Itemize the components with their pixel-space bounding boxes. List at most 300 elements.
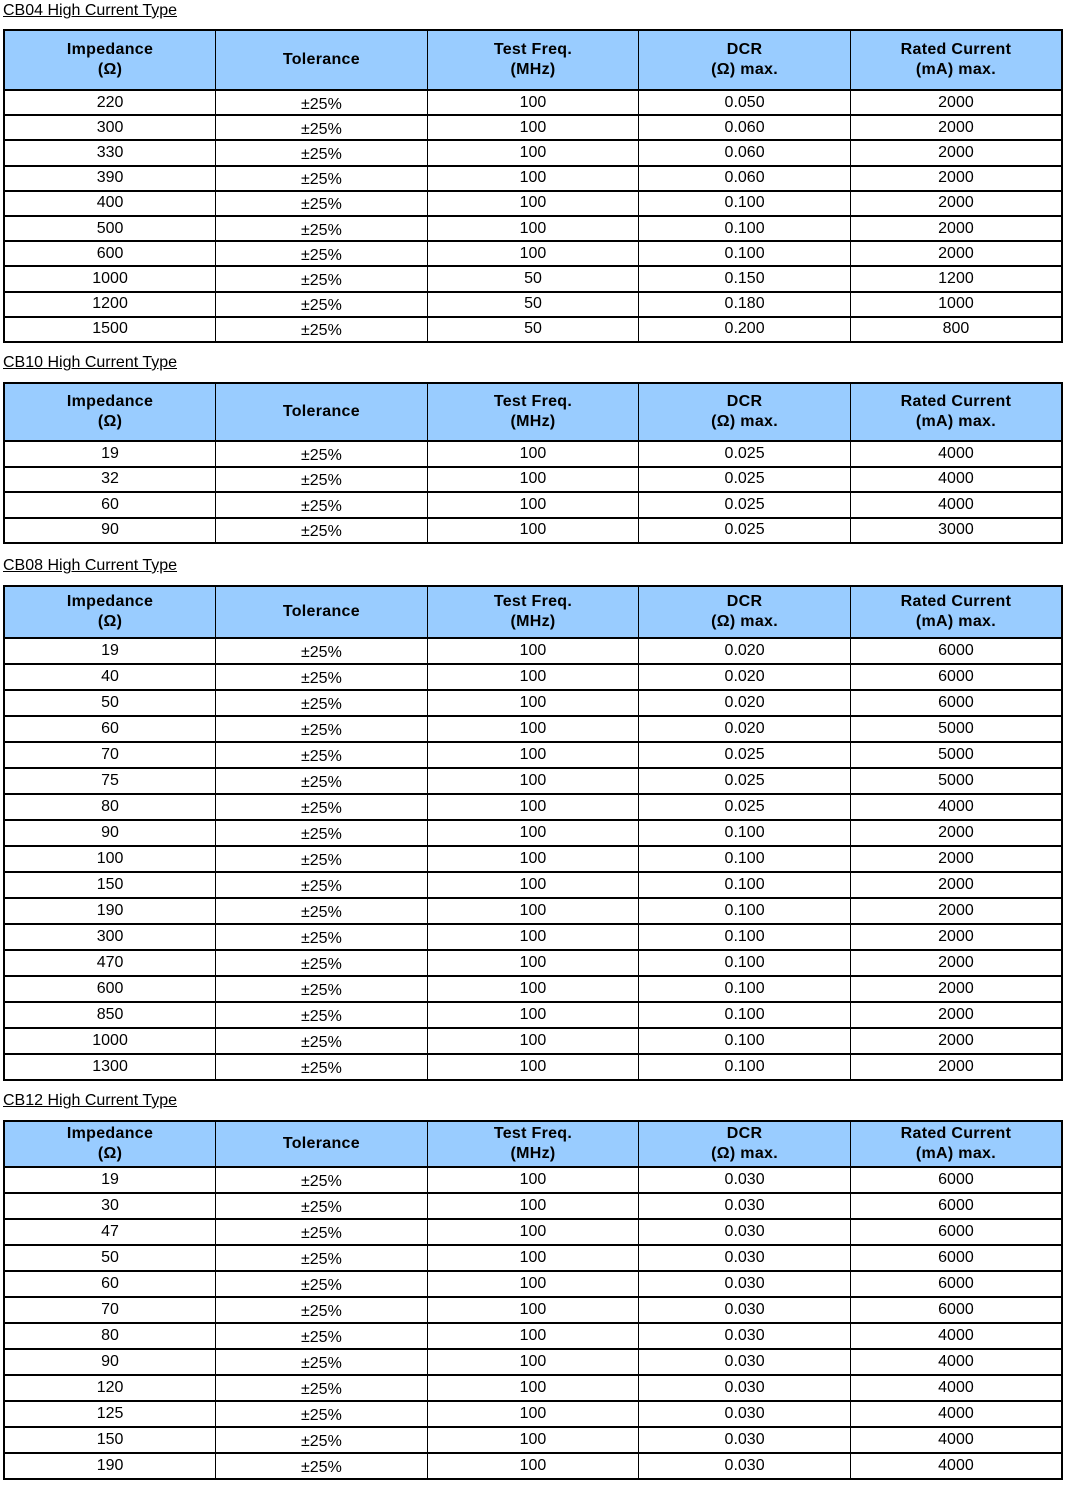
cell-test-freq: 100 xyxy=(427,1002,639,1028)
header-line: Impedance xyxy=(66,41,154,58)
header-rated-current xyxy=(850,586,1062,638)
table-row xyxy=(4,742,1062,768)
table-row xyxy=(4,768,1062,794)
cell-test-freq: 100 xyxy=(427,898,639,924)
header-unit: (MHz) xyxy=(510,413,556,430)
cell-test-freq: 100 xyxy=(427,1054,639,1080)
cell-rated-current: 2000 xyxy=(850,872,1062,898)
cell-test-freq: 100 xyxy=(427,1167,639,1193)
cell-rated-current: 6000 xyxy=(850,664,1062,690)
cell-dcr: 0.200 xyxy=(639,317,851,342)
cell-dcr: 0.180 xyxy=(639,292,851,317)
cell-test-freq: 100 xyxy=(427,1453,639,1479)
cell-rated-current: 5000 xyxy=(850,716,1062,742)
cell-dcr: 0.100 xyxy=(639,241,851,266)
cell-rated-current: 2000 xyxy=(850,140,1062,165)
table-row xyxy=(4,292,1062,317)
cell-tolerance: ±25% xyxy=(216,492,428,518)
cell-tolerance: ±25% xyxy=(216,1349,428,1375)
cell-tolerance: ±25% xyxy=(216,441,428,467)
cell-dcr: 0.025 xyxy=(639,492,851,518)
header-line: Tolerance xyxy=(282,1135,360,1152)
cell-dcr: 0.100 xyxy=(639,846,851,872)
header-line: DCR xyxy=(726,41,763,58)
header-dcr xyxy=(639,1121,851,1167)
table-row xyxy=(4,467,1062,493)
header-test-freq xyxy=(427,383,639,441)
header-test-freq xyxy=(427,586,639,638)
cell-tolerance: ±25% xyxy=(216,950,428,976)
cell-rated-current: 2000 xyxy=(850,191,1062,216)
cell-dcr: 0.100 xyxy=(639,924,851,950)
table-row xyxy=(4,492,1062,518)
cell-tolerance: ±25% xyxy=(216,638,428,664)
cell-impedance: 19 xyxy=(4,638,216,664)
cell-tolerance: ±25% xyxy=(216,690,428,716)
cell-tolerance: ±25% xyxy=(216,292,428,317)
cell-rated-current: 4000 xyxy=(850,1349,1062,1375)
table-row xyxy=(4,924,1062,950)
table-row xyxy=(4,690,1062,716)
cell-test-freq: 100 xyxy=(427,140,639,165)
cell-tolerance: ±25% xyxy=(216,794,428,820)
cell-tolerance: ±25% xyxy=(216,140,428,165)
cell-impedance: 75 xyxy=(4,768,216,794)
cell-test-freq: 100 xyxy=(427,1245,639,1271)
cell-test-freq: 100 xyxy=(427,820,639,846)
cell-tolerance: ±25% xyxy=(216,664,428,690)
header-impedance xyxy=(4,586,216,638)
table-row xyxy=(4,638,1062,664)
header-unit: (mA) max. xyxy=(915,1145,996,1162)
cell-dcr: 0.030 xyxy=(639,1271,851,1297)
header-unit: (Ω) max. xyxy=(711,61,778,78)
cell-test-freq: 100 xyxy=(427,872,639,898)
cell-rated-current: 4000 xyxy=(850,441,1062,467)
cell-impedance: 470 xyxy=(4,950,216,976)
cell-impedance: 100 xyxy=(4,846,216,872)
cell-test-freq: 100 xyxy=(427,846,639,872)
header-line: Impedance xyxy=(66,1125,154,1142)
cell-impedance: 1500 xyxy=(4,317,216,342)
cell-impedance: 70 xyxy=(4,742,216,768)
cell-dcr: 0.100 xyxy=(639,1028,851,1054)
cell-impedance: 40 xyxy=(4,664,216,690)
cell-test-freq: 100 xyxy=(427,492,639,518)
cell-test-freq: 50 xyxy=(427,266,639,291)
cell-impedance: 300 xyxy=(4,115,216,140)
cell-dcr: 0.030 xyxy=(639,1323,851,1349)
cell-test-freq: 100 xyxy=(427,191,639,216)
table-row xyxy=(4,1375,1062,1401)
header-row xyxy=(4,1121,1062,1167)
cell-rated-current: 4000 xyxy=(850,1427,1062,1453)
cell-tolerance: ±25% xyxy=(216,1054,428,1080)
cell-impedance: 1300 xyxy=(4,1054,216,1080)
cell-dcr: 0.100 xyxy=(639,976,851,1002)
table-row xyxy=(4,1323,1062,1349)
cell-impedance: 90 xyxy=(4,518,216,544)
header-line: Rated Current xyxy=(900,593,1012,610)
header-unit: (mA) max. xyxy=(915,413,996,430)
cell-rated-current: 2000 xyxy=(850,976,1062,1002)
header-rated-current xyxy=(850,1121,1062,1167)
header-rated-current xyxy=(850,30,1062,90)
cell-test-freq: 100 xyxy=(427,1219,639,1245)
cell-impedance: 50 xyxy=(4,690,216,716)
cell-rated-current: 4000 xyxy=(850,492,1062,518)
cell-dcr: 0.100 xyxy=(639,191,851,216)
header-unit: (Ω) xyxy=(97,613,123,630)
cell-dcr: 0.060 xyxy=(639,166,851,191)
cell-impedance: 60 xyxy=(4,716,216,742)
cell-dcr: 0.030 xyxy=(639,1401,851,1427)
cell-dcr: 0.020 xyxy=(639,716,851,742)
header-impedance xyxy=(4,30,216,90)
header-unit: (Ω) xyxy=(97,61,123,78)
header-row xyxy=(4,383,1062,441)
cell-impedance: 330 xyxy=(4,140,216,165)
table-row xyxy=(4,1219,1062,1245)
cell-test-freq: 100 xyxy=(427,794,639,820)
cell-rated-current: 4000 xyxy=(850,1453,1062,1479)
cell-impedance: 190 xyxy=(4,898,216,924)
cell-dcr: 0.020 xyxy=(639,690,851,716)
cell-test-freq: 100 xyxy=(427,690,639,716)
table-row xyxy=(4,1245,1062,1271)
section-title: CB12 High Current Type xyxy=(3,1092,178,1109)
cell-test-freq: 100 xyxy=(427,216,639,241)
cell-impedance: 80 xyxy=(4,1323,216,1349)
cell-rated-current: 2000 xyxy=(850,1054,1062,1080)
cell-tolerance: ±25% xyxy=(216,216,428,241)
cell-tolerance: ±25% xyxy=(216,846,428,872)
cell-tolerance: ±25% xyxy=(216,924,428,950)
table-row xyxy=(4,820,1062,846)
cell-impedance: 125 xyxy=(4,1401,216,1427)
cell-tolerance: ±25% xyxy=(216,1297,428,1323)
cell-tolerance: ±25% xyxy=(216,1401,428,1427)
cell-impedance: 90 xyxy=(4,820,216,846)
cell-dcr: 0.025 xyxy=(639,467,851,493)
cell-rated-current: 5000 xyxy=(850,742,1062,768)
header-unit: (Ω) xyxy=(97,1145,123,1162)
cell-impedance: 600 xyxy=(4,241,216,266)
cell-tolerance: ±25% xyxy=(216,716,428,742)
spec-table xyxy=(3,29,1063,343)
cell-impedance: 1000 xyxy=(4,266,216,291)
cell-rated-current: 2000 xyxy=(850,1002,1062,1028)
cell-test-freq: 100 xyxy=(427,1349,639,1375)
table-row xyxy=(4,317,1062,342)
cell-dcr: 0.030 xyxy=(639,1167,851,1193)
cell-test-freq: 100 xyxy=(427,241,639,266)
cell-tolerance: ±25% xyxy=(216,1002,428,1028)
table-row xyxy=(4,1401,1062,1427)
cell-dcr: 0.030 xyxy=(639,1349,851,1375)
header-line: Rated Current xyxy=(900,393,1012,410)
table-row xyxy=(4,1054,1062,1080)
cell-impedance: 32 xyxy=(4,467,216,493)
cell-tolerance: ±25% xyxy=(216,1271,428,1297)
cell-test-freq: 100 xyxy=(427,441,639,467)
cell-test-freq: 100 xyxy=(427,115,639,140)
header-unit: (Ω) xyxy=(97,413,123,430)
cell-tolerance: ±25% xyxy=(216,90,428,115)
cell-test-freq: 100 xyxy=(427,1375,639,1401)
header-unit: (Ω) max. xyxy=(711,1145,778,1162)
cell-impedance: 150 xyxy=(4,872,216,898)
header-line: DCR xyxy=(726,393,763,410)
header-dcr xyxy=(639,586,851,638)
cell-rated-current: 6000 xyxy=(850,1271,1062,1297)
header-impedance xyxy=(4,383,216,441)
header-tolerance xyxy=(216,586,428,638)
cell-impedance: 1200 xyxy=(4,292,216,317)
cell-rated-current: 2000 xyxy=(850,216,1062,241)
cell-test-freq: 100 xyxy=(427,1323,639,1349)
header-line: Test Freq. xyxy=(493,1125,573,1142)
cell-impedance: 60 xyxy=(4,1271,216,1297)
cell-dcr: 0.020 xyxy=(639,638,851,664)
cell-test-freq: 100 xyxy=(427,742,639,768)
cell-rated-current: 2000 xyxy=(850,90,1062,115)
header-line: Impedance xyxy=(66,593,154,610)
cell-dcr: 0.050 xyxy=(639,90,851,115)
cell-dcr: 0.150 xyxy=(639,266,851,291)
table-row xyxy=(4,140,1062,165)
table-row xyxy=(4,846,1062,872)
table-row xyxy=(4,794,1062,820)
cell-tolerance: ±25% xyxy=(216,166,428,191)
cell-tolerance: ±25% xyxy=(216,820,428,846)
cell-test-freq: 100 xyxy=(427,924,639,950)
cell-impedance: 90 xyxy=(4,1349,216,1375)
cell-test-freq: 100 xyxy=(427,950,639,976)
table-row xyxy=(4,518,1062,544)
cell-impedance: 120 xyxy=(4,1375,216,1401)
cell-rated-current: 6000 xyxy=(850,1219,1062,1245)
cell-dcr: 0.030 xyxy=(639,1453,851,1479)
section-title: CB04 High Current Type xyxy=(3,2,178,19)
cell-test-freq: 100 xyxy=(427,664,639,690)
header-unit: (MHz) xyxy=(510,61,556,78)
cell-dcr: 0.025 xyxy=(639,518,851,544)
header-unit: (Ω) max. xyxy=(711,413,778,430)
table-row xyxy=(4,241,1062,266)
table-row xyxy=(4,1002,1062,1028)
header-test-freq xyxy=(427,30,639,90)
cell-dcr: 0.030 xyxy=(639,1245,851,1271)
header-line: Test Freq. xyxy=(493,393,573,410)
cell-test-freq: 100 xyxy=(427,1028,639,1054)
cell-dcr: 0.025 xyxy=(639,794,851,820)
cell-test-freq: 100 xyxy=(427,1427,639,1453)
table-row xyxy=(4,115,1062,140)
cell-rated-current: 2000 xyxy=(850,950,1062,976)
cell-tolerance: ±25% xyxy=(216,1323,428,1349)
cell-tolerance: ±25% xyxy=(216,742,428,768)
table-row xyxy=(4,441,1062,467)
cell-impedance: 190 xyxy=(4,1453,216,1479)
cell-impedance: 850 xyxy=(4,1002,216,1028)
table-row xyxy=(4,976,1062,1002)
cell-tolerance: ±25% xyxy=(216,1167,428,1193)
cell-impedance: 30 xyxy=(4,1193,216,1219)
table-row xyxy=(4,1167,1062,1193)
cell-dcr: 0.100 xyxy=(639,898,851,924)
cell-rated-current: 2000 xyxy=(850,846,1062,872)
cell-rated-current: 6000 xyxy=(850,1297,1062,1323)
cell-rated-current: 6000 xyxy=(850,1193,1062,1219)
cell-tolerance: ±25% xyxy=(216,1375,428,1401)
table-row xyxy=(4,950,1062,976)
cell-rated-current: 4000 xyxy=(850,467,1062,493)
header-unit: (MHz) xyxy=(510,1145,556,1162)
cell-rated-current: 2000 xyxy=(850,820,1062,846)
cell-dcr: 0.100 xyxy=(639,950,851,976)
cell-test-freq: 100 xyxy=(427,1401,639,1427)
header-line: Rated Current xyxy=(900,41,1012,58)
header-line: Impedance xyxy=(66,393,154,410)
cell-dcr: 0.025 xyxy=(639,742,851,768)
table-row xyxy=(4,266,1062,291)
cell-test-freq: 100 xyxy=(427,1271,639,1297)
cell-impedance: 70 xyxy=(4,1297,216,1323)
table-row xyxy=(4,898,1062,924)
cell-test-freq: 100 xyxy=(427,638,639,664)
cell-dcr: 0.060 xyxy=(639,140,851,165)
cell-test-freq: 100 xyxy=(427,166,639,191)
cell-rated-current: 2000 xyxy=(850,115,1062,140)
cell-tolerance: ±25% xyxy=(216,768,428,794)
cell-rated-current: 2000 xyxy=(850,1028,1062,1054)
header-line: DCR xyxy=(726,593,763,610)
cell-tolerance: ±25% xyxy=(216,266,428,291)
header-line: Test Freq. xyxy=(493,593,573,610)
header-row xyxy=(4,30,1062,90)
header-dcr xyxy=(639,383,851,441)
cell-test-freq: 100 xyxy=(427,716,639,742)
cell-rated-current: 2000 xyxy=(850,241,1062,266)
cell-tolerance: ±25% xyxy=(216,317,428,342)
cell-dcr: 0.030 xyxy=(639,1297,851,1323)
cell-dcr: 0.030 xyxy=(639,1375,851,1401)
spec-table xyxy=(3,1120,1063,1480)
cell-tolerance: ±25% xyxy=(216,1028,428,1054)
table-row xyxy=(4,716,1062,742)
header-unit: (Ω) max. xyxy=(711,613,778,630)
header-tolerance xyxy=(216,1121,428,1167)
table-row xyxy=(4,872,1062,898)
header-dcr xyxy=(639,30,851,90)
cell-rated-current: 6000 xyxy=(850,1245,1062,1271)
cell-tolerance: ±25% xyxy=(216,898,428,924)
cell-impedance: 150 xyxy=(4,1427,216,1453)
table-row xyxy=(4,664,1062,690)
section-title: CB08 High Current Type xyxy=(3,557,178,574)
header-unit: (mA) max. xyxy=(915,61,996,78)
cell-rated-current: 6000 xyxy=(850,690,1062,716)
cell-test-freq: 100 xyxy=(427,518,639,544)
cell-rated-current: 6000 xyxy=(850,638,1062,664)
cell-dcr: 0.100 xyxy=(639,872,851,898)
cell-rated-current: 1000 xyxy=(850,292,1062,317)
table-row xyxy=(4,1297,1062,1323)
header-line: Rated Current xyxy=(900,1125,1012,1142)
table-row xyxy=(4,1028,1062,1054)
cell-rated-current: 2000 xyxy=(850,924,1062,950)
cell-tolerance: ±25% xyxy=(216,518,428,544)
cell-impedance: 1000 xyxy=(4,1028,216,1054)
cell-impedance: 220 xyxy=(4,90,216,115)
header-line: Tolerance xyxy=(282,403,360,420)
cell-dcr: 0.100 xyxy=(639,820,851,846)
table-row xyxy=(4,90,1062,115)
table-row xyxy=(4,166,1062,191)
header-tolerance xyxy=(216,30,428,90)
cell-tolerance: ±25% xyxy=(216,241,428,266)
cell-tolerance: ±25% xyxy=(216,976,428,1002)
table-row xyxy=(4,191,1062,216)
header-rated-current xyxy=(850,383,1062,441)
cell-test-freq: 100 xyxy=(427,1193,639,1219)
cell-tolerance: ±25% xyxy=(216,1427,428,1453)
cell-rated-current: 4000 xyxy=(850,1323,1062,1349)
cell-dcr: 0.100 xyxy=(639,1002,851,1028)
cell-test-freq: 100 xyxy=(427,467,639,493)
cell-rated-current: 1200 xyxy=(850,266,1062,291)
cell-rated-current: 4000 xyxy=(850,1401,1062,1427)
cell-impedance: 80 xyxy=(4,794,216,820)
header-unit: (mA) max. xyxy=(915,613,996,630)
cell-tolerance: ±25% xyxy=(216,1219,428,1245)
cell-rated-current: 2000 xyxy=(850,166,1062,191)
cell-impedance: 47 xyxy=(4,1219,216,1245)
header-line: Tolerance xyxy=(282,603,360,620)
cell-tolerance: ±25% xyxy=(216,872,428,898)
table-row xyxy=(4,1453,1062,1479)
section-title: CB10 High Current Type xyxy=(3,354,178,371)
cell-rated-current: 4000 xyxy=(850,1375,1062,1401)
cell-test-freq: 50 xyxy=(427,292,639,317)
cell-dcr: 0.030 xyxy=(639,1427,851,1453)
cell-impedance: 500 xyxy=(4,216,216,241)
header-impedance xyxy=(4,1121,216,1167)
cell-impedance: 19 xyxy=(4,441,216,467)
cell-impedance: 300 xyxy=(4,924,216,950)
cell-test-freq: 50 xyxy=(427,317,639,342)
cell-test-freq: 100 xyxy=(427,1297,639,1323)
header-test-freq xyxy=(427,1121,639,1167)
cell-dcr: 0.100 xyxy=(639,216,851,241)
table-row xyxy=(4,216,1062,241)
cell-tolerance: ±25% xyxy=(216,1245,428,1271)
cell-dcr: 0.025 xyxy=(639,768,851,794)
cell-dcr: 0.030 xyxy=(639,1193,851,1219)
cell-dcr: 0.100 xyxy=(639,1054,851,1080)
header-tolerance xyxy=(216,383,428,441)
cell-tolerance: ±25% xyxy=(216,115,428,140)
cell-dcr: 0.025 xyxy=(639,441,851,467)
cell-impedance: 390 xyxy=(4,166,216,191)
cell-tolerance: ±25% xyxy=(216,191,428,216)
cell-impedance: 60 xyxy=(4,492,216,518)
cell-dcr: 0.060 xyxy=(639,115,851,140)
header-unit: (MHz) xyxy=(510,613,556,630)
table-row xyxy=(4,1271,1062,1297)
cell-rated-current: 2000 xyxy=(850,898,1062,924)
